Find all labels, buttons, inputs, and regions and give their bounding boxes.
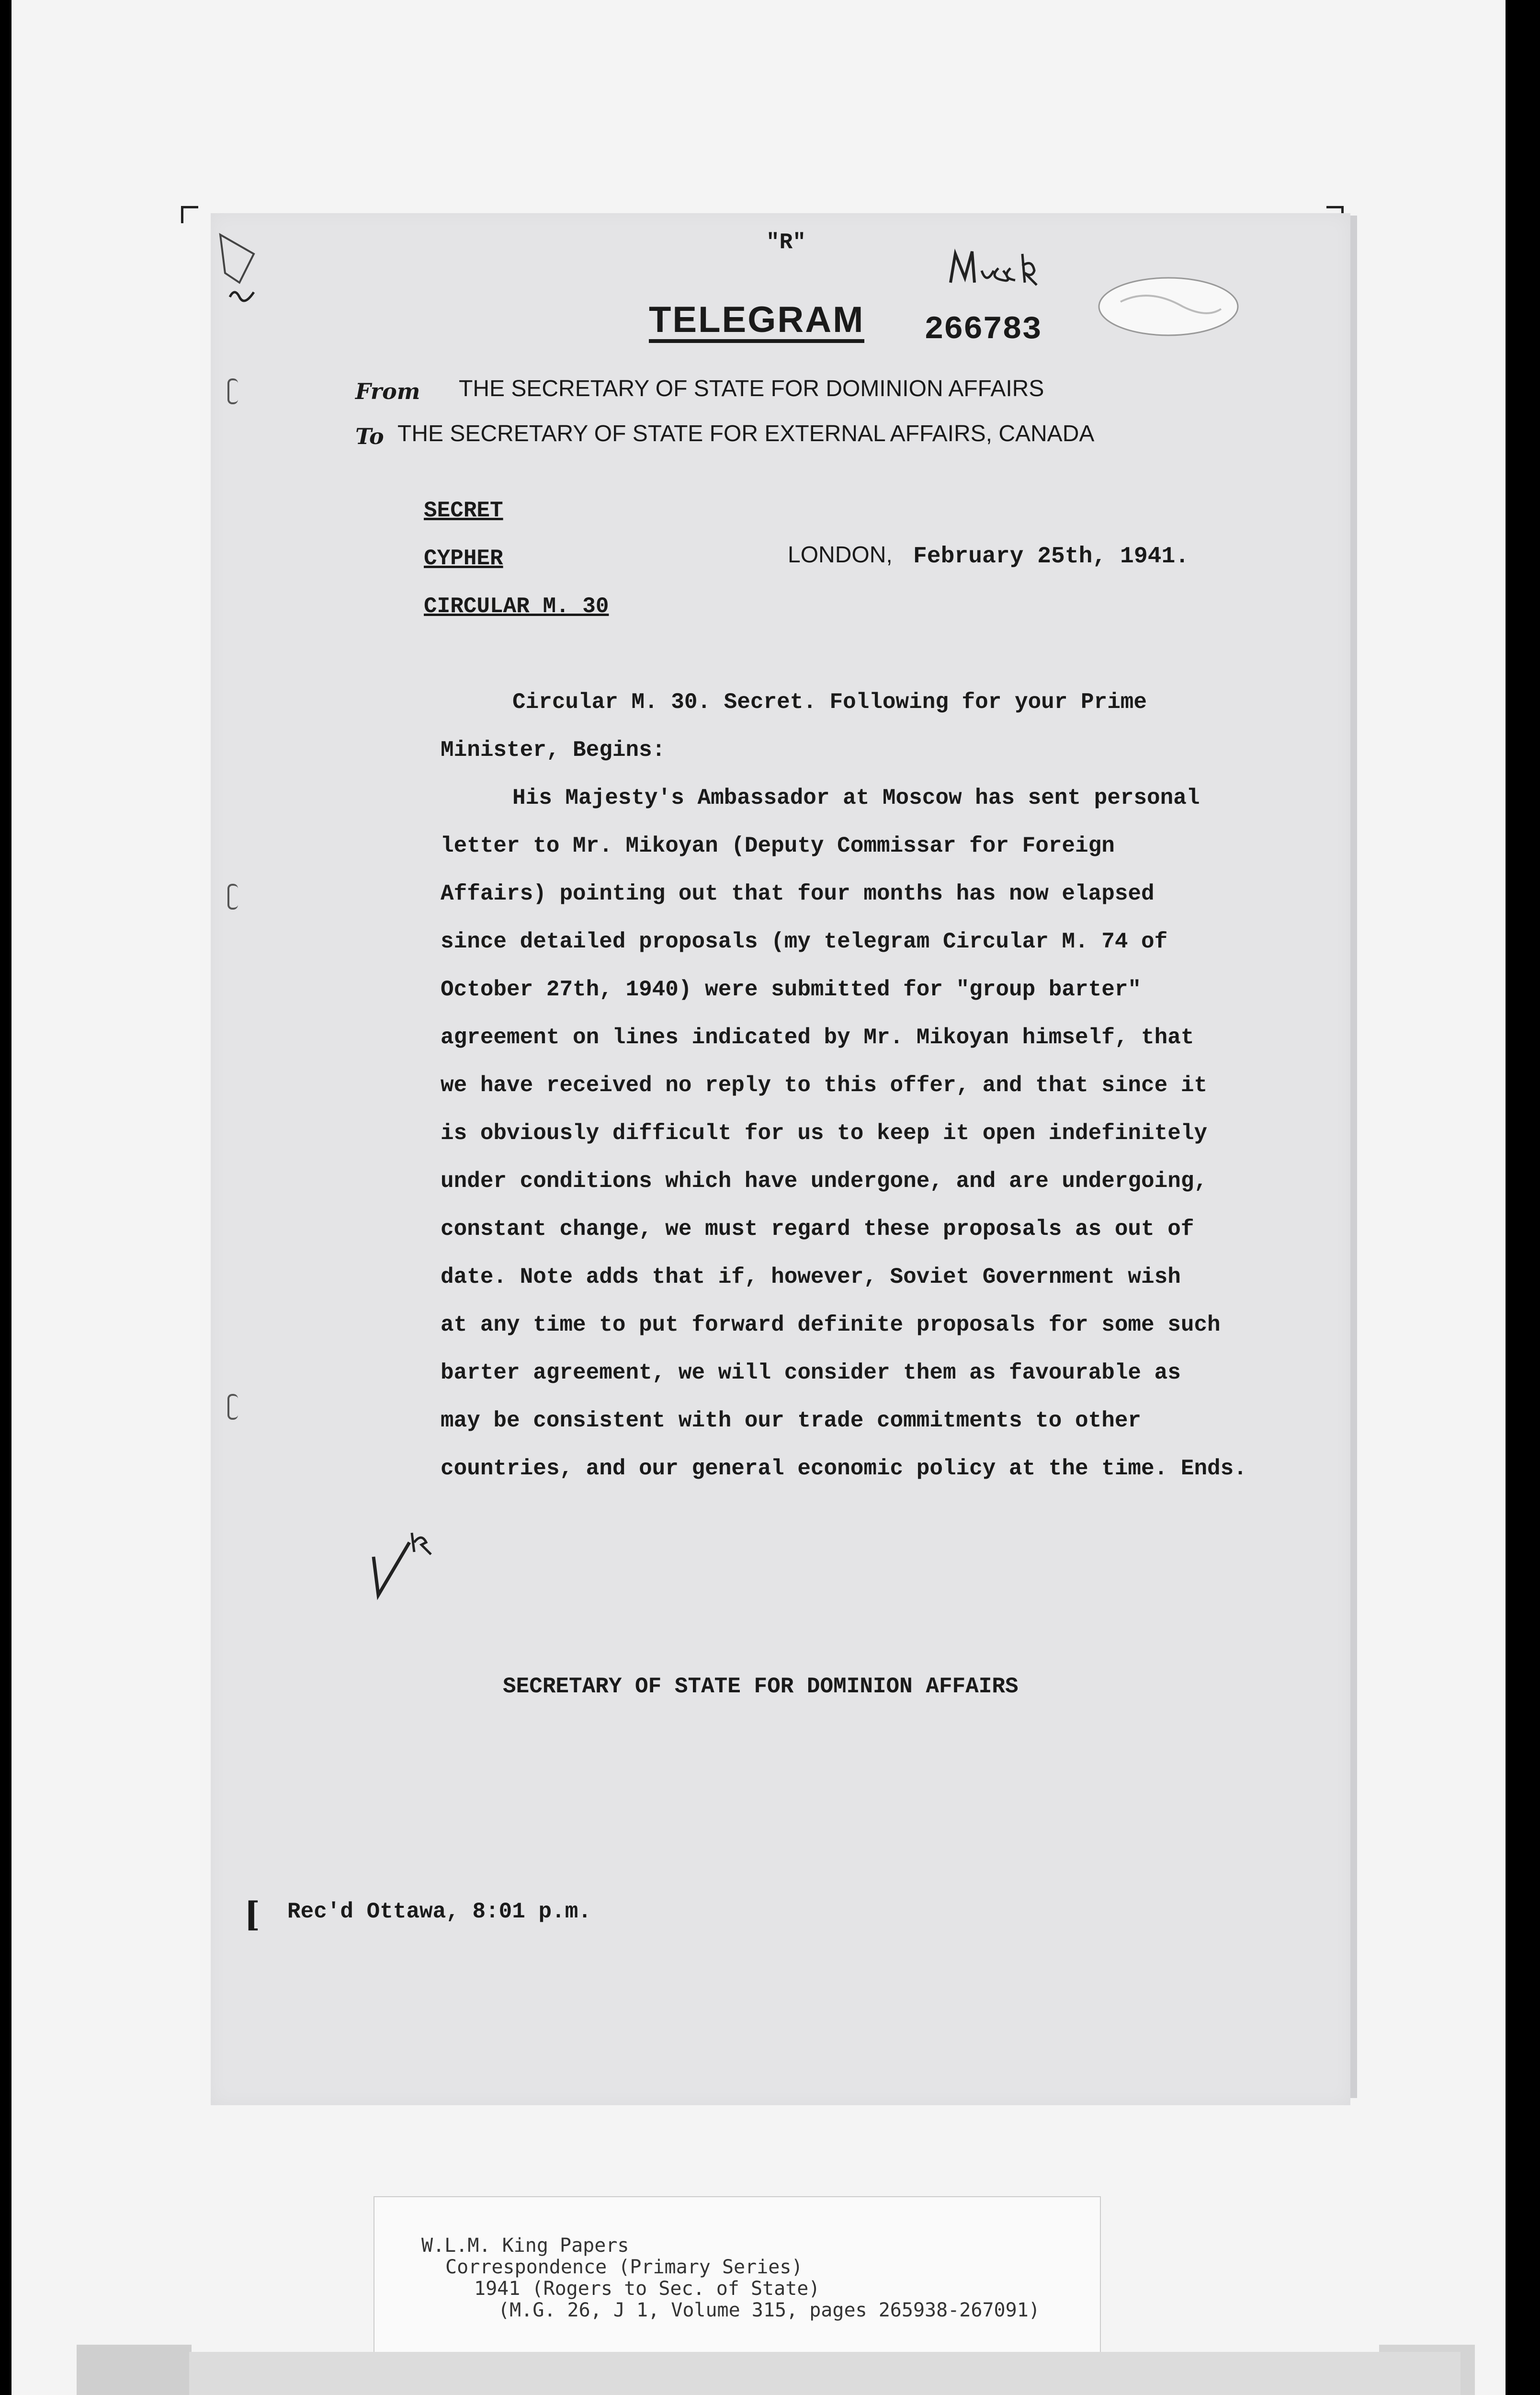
body-line: at any time to put forward definite proposals for some such [441, 1312, 1221, 1337]
classification-secret: SECRET [424, 498, 503, 523]
classification-circular: CIRCULAR M. 30 [424, 594, 609, 619]
dateline-date: February 25th, 1941. [913, 544, 1189, 570]
stamp-left-flap [77, 2345, 192, 2395]
body-line: agreement on lines indicated by Mr. Mikoyan himself, that [441, 1025, 1194, 1050]
crop-mark-top-left [181, 206, 198, 208]
torn-corner-mark [211, 225, 268, 331]
body-line: we have received no reply to this offer, and that since it [441, 1073, 1208, 1098]
from-text: THE SECRETARY OF STATE FOR DOMINION AFFAIRS [459, 376, 1044, 401]
telegram-number: 266783 [924, 311, 1042, 348]
public-archives-stamp [189, 2352, 1461, 2395]
body-line: constant change, we must regard these proposals as out of [441, 1217, 1194, 1242]
received-note: Rec'd Ottawa, 8:01 p.m. [287, 1899, 591, 1924]
punch-hole [227, 884, 238, 910]
archive-label-line: (M.G. 26, J 1, Volume 315, pages 265938-267091) [498, 2299, 1040, 2321]
classification-cypher: CYPHER [424, 546, 503, 571]
body-line: may be consistent with our trade commitments to other [441, 1408, 1142, 1433]
from-label: From [355, 378, 420, 404]
paper-edge-shadow [1350, 216, 1357, 2098]
body-line: October 27th, 1940) were submitted for "group barter" [441, 977, 1142, 1002]
dateline [788, 541, 1189, 570]
crop-mark-top-left-v [181, 206, 183, 223]
signature: SECRETARY OF STATE FOR DOMINION AFFAIRS [503, 1674, 1019, 1699]
bracket-mark: [ [244, 1894, 260, 1934]
body-line: date. Note adds that if, however, Soviet Government wish [441, 1265, 1181, 1289]
body-line: His Majesty's Ambassador at Moscow has sent personal [512, 786, 1200, 810]
tape-blot [1092, 268, 1245, 345]
archive-label-line: 1941 (Rogers to Sec. of State) [474, 2278, 820, 2300]
handwritten-checkmark [364, 1523, 436, 1605]
body-line: is obviously difficult for us to keep it open indefinitely [441, 1121, 1208, 1146]
body-line: letter to Mr. Mikoyan (Deputy Commissar for Foreign [441, 833, 1115, 858]
telegram-sheet [211, 213, 1350, 2105]
body-line: barter agreement, we will consider them as favourable as [441, 1360, 1181, 1385]
archive-label-line: Correspondence (Primary Series) [445, 2256, 803, 2278]
to-text: THE SECRETARY OF STATE FOR EXTERNAL AFFAIRS, CANADA [397, 421, 1095, 446]
r-mark: "R" [766, 230, 806, 255]
to-label: To [355, 423, 384, 449]
body-line: countries, and our general economic policy at the time. Ends. [441, 1456, 1247, 1481]
telegram-title: TELEGRAM [649, 302, 864, 343]
punch-hole [227, 1394, 238, 1420]
archive-label-line: W.L.M. King Papers [421, 2235, 629, 2257]
body-line: Affairs) pointing out that four months has now elapsed [441, 881, 1155, 906]
dateline-place: LONDON, [788, 542, 893, 568]
handwritten-initials [946, 244, 1051, 297]
body-line: Minister, Begins: [441, 738, 666, 763]
punch-hole [227, 378, 238, 404]
body-line: since detailed proposals (my telegram Circular M. 74 of [441, 929, 1168, 954]
body-line: Circular M. 30. Secret. Following for your Prime [512, 690, 1147, 715]
body-line: under conditions which have undergone, and are undergoing, [441, 1169, 1208, 1194]
